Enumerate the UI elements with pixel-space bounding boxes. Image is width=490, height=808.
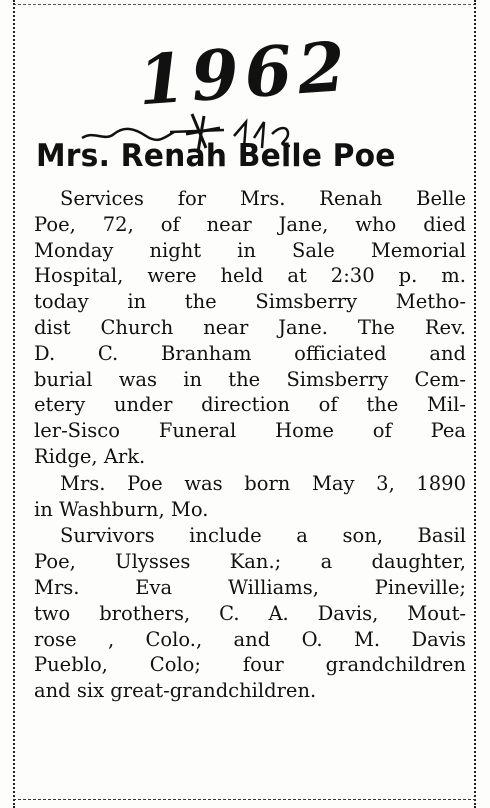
text-line: Pueblo, Colo; four grandchildren [34,653,466,677]
paragraph-services [34,186,466,470]
paragraph-survivors [34,523,466,704]
text-line: ler-Sisco Funeral Home of Pea [34,419,466,443]
text-line: Poe, Ulysses Kan.; a daughter, [34,550,466,574]
clipping-top-edge [13,4,476,5]
text-line: Mrs. Eva Williams, Pineville; [34,575,466,599]
text-line: dist Church near Jane. The Rev. [34,315,466,339]
text-line: in Washburn, Mo. [34,497,209,521]
text-line: D. C. Branham officiated and [34,341,466,365]
text-line: Hospital, were held at 2:30 p. m. [34,264,466,288]
text-line: two brothers, C. A. Davis, Mout- [34,601,466,625]
clipping-right-edge [474,0,476,808]
handwritten-year: 1962 [135,26,354,122]
text-line: Ridge, Ark. [34,444,146,468]
text-line: burial was in the Simsberry Cem- [34,367,466,391]
text-line: Poe, 72, of near Jane, who died [34,212,466,236]
clipping-left-edge [13,0,15,808]
text-line: etery under direction of the Mil- [34,393,466,417]
text-line: rose , Colo., and O. M. Davis [34,627,466,651]
text-line: and six great-grandchildren. [34,679,317,703]
text-line: Monday night in Sale Memorial [34,238,466,262]
obituary-headline: Mrs. Renah Belle Poe [36,138,396,174]
text-line: Survivors include a son, Basil [60,524,466,548]
text-line: Mrs. Poe was born May 3, 1890 [60,471,466,495]
obituary-body [34,186,466,705]
clipping-bottom-edge [13,799,476,800]
text-line: Services for Mrs. Renah Belle [60,187,466,210]
text-line: today in the Simsberry Metho- [34,290,466,314]
paragraph-birth [34,471,466,523]
